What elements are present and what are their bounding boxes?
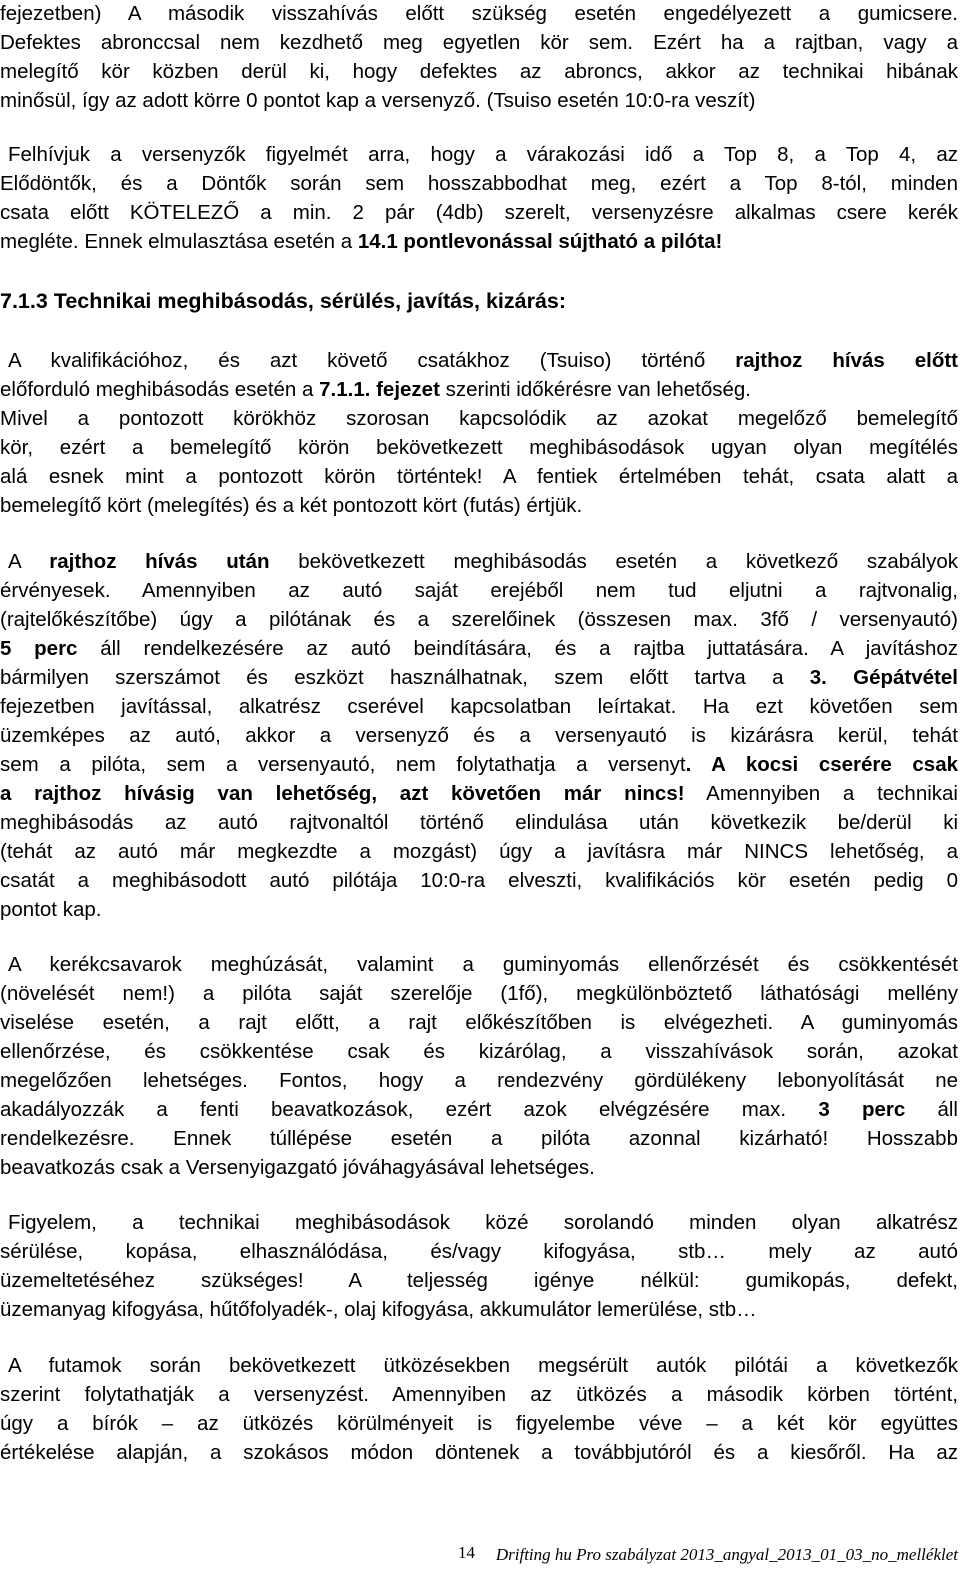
text-line: üzemanyag kifogyása, hűtőfolyadék-, olaj kifogyása, akkumulátor lemerülése, stb… [0, 1298, 757, 1321]
text-line: fejezetben javítással, alkatrész cserével kapcsolatban leírtakat. Ha ezt követően sem [0, 695, 958, 718]
text-line: csata előtt KÖTELEZŐ a min. 2 pár (4db) szerelt, versenyzésre alkalmas csere kerék [0, 201, 958, 224]
text-line: A rajthoz hívás után bekövetkezett meghibásodás esetén a következő szabályok [8, 550, 958, 573]
penalty-note: 14.1 pontlevonással sújtható a pilóta! [357, 230, 723, 253]
text-line: A kvalifikációhoz, és azt követő csatákhoz (Tsuiso) történő rajthoz hívás előtt [8, 349, 958, 372]
text-line: (rajtelőkészítőbe) úgy a pilótának és a szerelőinek (összesen max. 3fő / versenyautó) [0, 608, 958, 631]
text-line: alá esnek mint a pontozott körön történtek! A fentiek értelmében tehát, csata alatt a [0, 465, 958, 488]
text-line: úgy a bírók – az ütközés körülményeit is figyelembe véve – a két kör együttes [0, 1412, 958, 1435]
text-line: szerint folytathatják a versenyzést. Amennyiben az ütközés a második körben történt, [0, 1383, 958, 1406]
text-line: Defektes abronccsal nem kezdhető meg egyetlen kör sem. Ezért ha a rajtban, vagy a [0, 31, 958, 54]
text-line: Elődöntők, és a Döntők során sem hosszabbodhat meg, ezért a Top 8-tól, minden [0, 172, 958, 195]
text-line: megléte. Ennek elmulasztása esetén a 14.1 pontlevonással sújtható a pilóta! [0, 230, 723, 253]
text-line: (növelését nem!) a pilóta saját szerelője (1fő), megkülönböztető láthatósági mellény [0, 982, 958, 1005]
text-line: A kerékcsavarok meghúzását, valamint a guminyomás ellenőrzését és csökkentését [8, 953, 958, 976]
text-line: érvényesek. Amennyiben az autó saját erejéből nem tud eljutni a rajtvonalig, [0, 579, 958, 602]
text-line: előforduló meghibásodás esetén a 7.1.1. fejezet szerinti időkérésre van lehetőség. [0, 378, 752, 401]
text-line: sérülése, kopása, elhasználódása, és/vagy kifogyása, stb… mely az autó [0, 1240, 958, 1263]
text-line: értékelése alapján, a szokásos módon döntenek a továbbjutóról és a kiesőről. Ha az [0, 1441, 958, 1464]
text-line: bármilyen szerszámot és eszközt használhatnak, szem előtt tartva a 3. Gépátvétel [0, 666, 958, 689]
text-line: akadályozzák a fenti beavatkozások, ezért azok elvégzésére max. 3 perc áll [0, 1098, 958, 1121]
text-line: sem a pilóta, sem a versenyautó, nem folytathatja a versenyt. A kocsi cserére csak [0, 753, 959, 776]
text-line: fejezetben) A második visszahívás előtt szükség esetén engedélyezett a gumicsere. [0, 2, 958, 25]
page-footer: Drifting hu Pro szabályzat 2013_angyal_2013_01_03_no_melléklet [495, 1545, 958, 1564]
text-line: üzemképes az autó, akkor a versenyző és a versenyautó is kizárásra kerül, tehát [0, 724, 958, 747]
text-line: melegítő kör közben derül ki, hogy defektes az abroncs, akkor az technikai hibának [0, 60, 958, 83]
text-line: bemelegítő kört (melegítés) és a két pontozott kört (futás) értjük. [0, 494, 583, 517]
text-line: A futamok során bekövetkezett ütközésekben megsérült autók pilótái a következők [8, 1354, 958, 1377]
text-line: kör, ezért a bemelegítő körön bekövetkezett meghibásodások ugyan olyan megítélés [0, 436, 958, 459]
text-line: beavatkozás csak a Versenyigazgató jóváhagyásával lehetséges. [0, 1156, 595, 1179]
text-line: Figyelem, a technikai meghibásodások közé sorolandó minden olyan alkatrész [8, 1211, 958, 1234]
section-heading: 7.1.3 Technikai meghibásodás, sérülés, javítás, kizárás: [0, 289, 567, 313]
text-line: viselése esetén, a rajt előtt, a rajt előkészítőben is elvégezheti. A guminyomás [0, 1011, 958, 1034]
text-line: ellenőrzése, és csökkentése csak és kizárólag, a visszahívások során, azokat [0, 1040, 958, 1063]
text-line: megelőzően lehetséges. Fontos, hogy a rendezvény gördülékeny lebonyolítását ne [0, 1069, 958, 1092]
text-line: 5 perc áll rendelkezésére az autó beindítására, és a rajtba juttatására. A javításhoz [0, 637, 958, 660]
text-line: Felhívjuk a versenyzők figyelmét arra, hogy a várakozási idő a Top 8, a Top 4, az [8, 143, 958, 166]
text-line: meghibásodás az autó rajtvonaltól történő elindulása után következik be/derül ki [0, 811, 958, 834]
text-line: üzemeltetéséhez szükséges! A teljesség igénye nélkül: gumikopás, defekt, [0, 1269, 958, 1292]
text-line: Mivel a pontozott körökhöz szorosan kapcsolódik az azokat megelőző bemelegítő [0, 407, 958, 430]
text-line: rendelkezésre. Ennek túllépése esetén a pilóta azonnal kizárható! Hosszabb [0, 1127, 958, 1150]
text-line: pontot kap. [0, 898, 102, 921]
text-line: csatát a meghibásodott autó pilótája 10:0-ra elveszti, kvalifikációs kör esetén pedig 0 [0, 869, 958, 892]
text-line: (tehát az autó már megkezdte a mozgást) úgy a javításra már NINCS lehetőség, a [0, 840, 958, 863]
page-number: 14 [458, 1543, 475, 1562]
text-line: a rajthoz hívásig van lehetőség, azt követően már nincs! Amennyiben a technikai [0, 782, 958, 805]
text-line: minősül, így az adott körre 0 pontot kap a versenyző. (Tsuiso esetén 10:0-ra veszít) [0, 89, 756, 112]
